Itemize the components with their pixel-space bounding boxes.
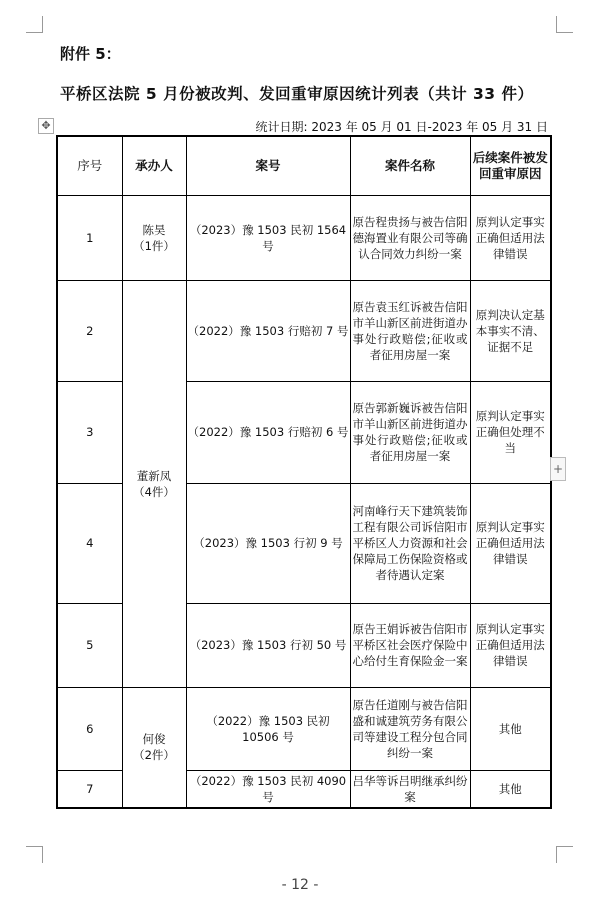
- table-row: [57, 687, 551, 770]
- table-row: [57, 195, 551, 280]
- crop-mark-top-left: [26, 16, 43, 33]
- table-header-row: [57, 136, 551, 195]
- row-reason: 原判认定事实正确但适用法律错误: [470, 483, 551, 603]
- handler-cell: [122, 280, 186, 687]
- row-case-no: （2022）豫 1503 民初 4090 号: [186, 770, 350, 808]
- date-range: 统计日期: 2023 年 05 月 01 日-2023 年 05 月 31 日: [255, 120, 548, 134]
- row-case-no: （2023）豫 1503 行初 50 号: [186, 603, 350, 687]
- crop-mark-bottom-left: [26, 846, 43, 863]
- row-seq: 4: [57, 483, 122, 603]
- row-case-no: （2023）豫 1503 行初 9 号: [186, 483, 350, 603]
- handler-count: （4件）: [133, 484, 175, 499]
- row-reason: 其他: [470, 687, 551, 770]
- row-case-name: 原告郭新巍诉被告信阳市羊山新区前进街道办事处行政赔偿;征收或者征用房屋一案: [350, 381, 470, 483]
- page-title: 平桥区法院 5 月份被改判、发回重审原因统计列表（共计 33 件）: [60, 85, 534, 103]
- row-case-no: （2022）豫 1503 行赔初 7 号: [186, 280, 350, 381]
- row-seq: 3: [57, 381, 122, 483]
- row-seq: 6: [57, 687, 122, 770]
- row-reason: 原判决认定基本事实不清、证据不足: [470, 280, 551, 381]
- handler-name: 陈昊: [142, 222, 166, 237]
- handler-name: 何俊: [142, 732, 166, 747]
- table-row: [57, 280, 551, 381]
- row-case-no: （2022）豫 1503 行赔初 6 号: [186, 381, 350, 483]
- row-case-name: 原告袁玉红诉被告信阳市羊山新区前进街道办事处行政赔偿;征收或者征用房屋一案: [350, 280, 470, 381]
- header-case-name: 案件名称: [350, 136, 470, 195]
- handler-count: （2件）: [133, 748, 175, 763]
- row-seq: 5: [57, 603, 122, 687]
- row-case-name: 原告程贵扬与被告信阳德海置业有限公司等确认合同效力纠纷一案: [350, 195, 470, 280]
- row-seq: 2: [57, 280, 122, 381]
- row-seq: 1: [57, 195, 122, 280]
- row-reason: 原判认定事实正确但适用法律错误: [470, 195, 551, 280]
- row-reason: 其他: [470, 770, 551, 808]
- handler-cell: [122, 687, 186, 808]
- header-reason: 后续案件被发回重审原因: [470, 136, 551, 195]
- handler-name: 董新凤: [136, 468, 172, 483]
- attachment-label: 附件 5：: [60, 45, 121, 63]
- row-case-name: 河南峰行天下建筑装饰工程有限公司诉信阳市平桥区人力资源和社会保障局工伤保险资格或者待遇认定案: [350, 483, 470, 603]
- row-case-name: 原告任道刚与被告信阳盛和诚建筑劳务有限公司等建设工程分包合同纠纷一案: [350, 687, 470, 770]
- header-handler: 承办人: [122, 136, 186, 195]
- header-case-no: 案号: [186, 136, 350, 195]
- page-number: - 12 -: [281, 877, 319, 893]
- row-reason: 原判认定事实正确但处理不当: [470, 381, 551, 483]
- add-row-icon[interactable]: +: [550, 457, 566, 481]
- row-case-no: （2023）豫 1503 民初 1564 号: [186, 195, 350, 280]
- table-move-handle-icon[interactable]: ✥: [38, 118, 54, 134]
- crop-mark-top-right: [556, 16, 573, 33]
- row-case-name: 吕华等诉吕明继承纠纷案: [350, 770, 470, 808]
- crop-mark-bottom-right: [556, 846, 573, 863]
- handler-cell: [122, 195, 186, 280]
- row-case-name: 原告王娟诉被告信阳市平桥区社会医疗保险中心给付生育保险金一案: [350, 603, 470, 687]
- row-seq: 7: [57, 770, 122, 808]
- header-seq: 序号: [57, 136, 122, 195]
- row-case-no: （2022）豫 1503 民初 10506 号: [186, 687, 350, 770]
- handler-count: （1件）: [133, 238, 175, 253]
- row-reason: 原判认定事实正确但适用法律错误: [470, 603, 551, 687]
- case-table: [56, 135, 552, 809]
